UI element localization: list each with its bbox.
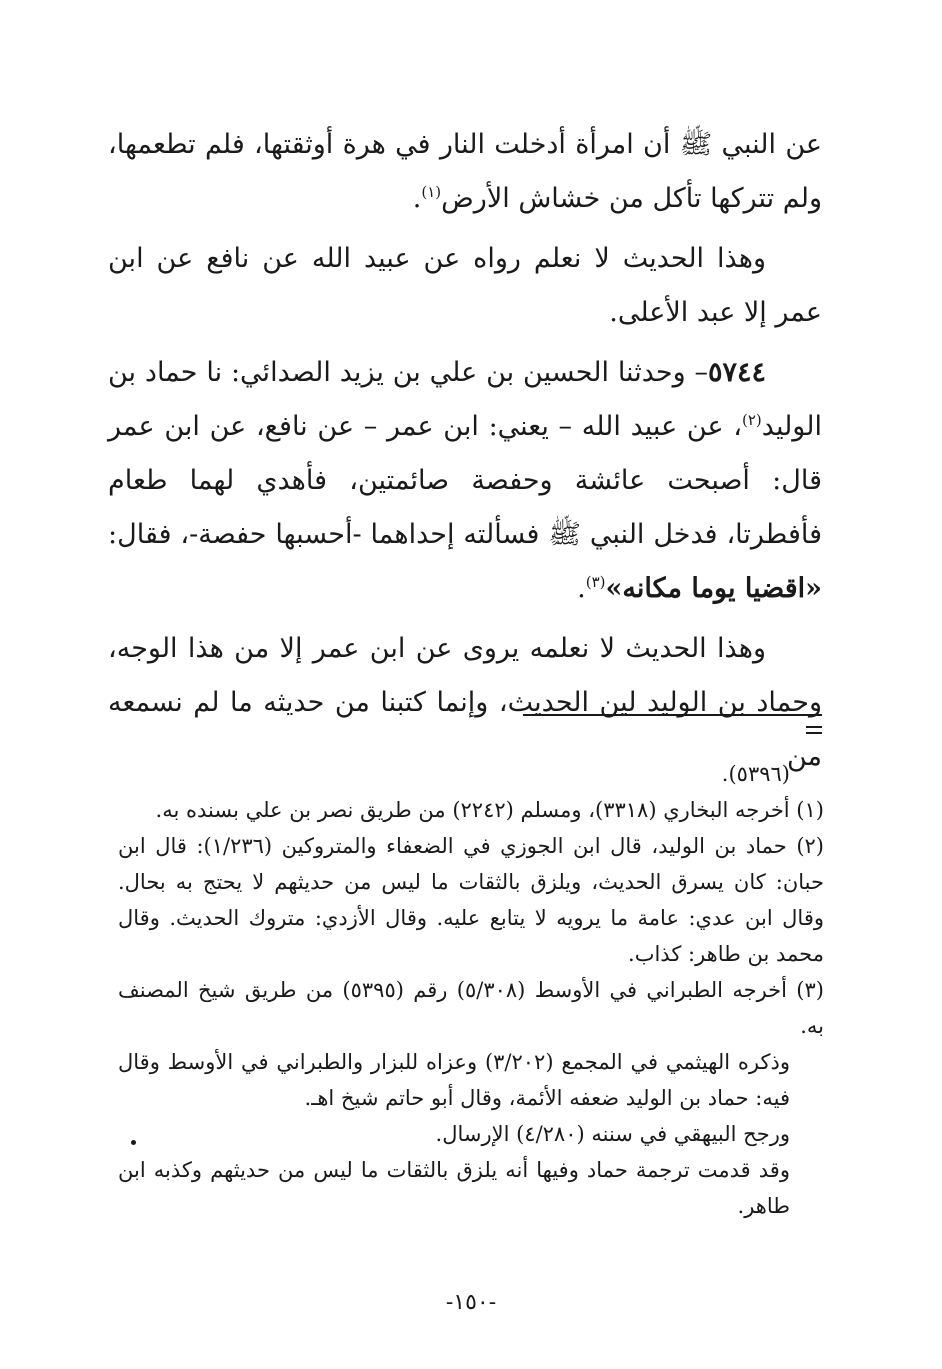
- footnote-3-continued: وذكره الهيثمي في المجمع (٣/٢٠٢) وعزاه للبزار والطبراني في الأوسط وقال فيه: حماد بن الوليد ضعفه الأئمة، وقال أبو حاتم شيخ اهـ.: [118, 1050, 790, 1110]
- page-number: -١٥٠-: [445, 1290, 497, 1315]
- footnotes-section: [118, 756, 824, 1224]
- footnote-2: (٢) حماد بن الوليد، قال ابن الجوزي في الضعفاء والمتروكين (١/٢٣٦): قال ابن حبان: كان يسرق الحديث، ويلزق بالثقات ما ليس من حديثهم لا يحتج به بحال. وقال ابن عدي: عامة ما يرويه لا يتابع عليه. وقال الأزدي: متروك الحديث. وقال محمد بن طاهر: كذاب.: [118, 834, 824, 966]
- footnote-3-bayhaqi: ورجح البيهقي في سننه (٤/٢٨٠) الإرسال.: [435, 1122, 790, 1146]
- footnote-3-note: وقد قدمت ترجمة حماد وفيها أنه يلزق بالثقات ما ليس من حديثهم وكذبه ابن طاهر.: [118, 1158, 790, 1218]
- hadith-text-a: – وحدثنا الحسين بن علي بن يزيد الصدائي: نا حماد بن الوليد: [108, 357, 822, 442]
- footnote-1: (١) أخرجه البخاري (٣٣١٨)، ومسلم (٢٢٤٢) من طريق نصر بن علي بسنده به.: [155, 798, 824, 822]
- hadith-end: .: [577, 573, 586, 604]
- footnote-carryover: (٥٣٩٦).: [721, 762, 790, 786]
- ink-dot: [131, 1140, 136, 1145]
- hadith-text-b: ، عن عبيد الله – يعني: ابن عمر – عن نافع، عن ابن عمر قال: أصبحت عائشة وحفصة صائمتين، فأهدي لهما طعام فأفطرتا، فدخل النبي ﷺ فسألته إحداهما -أحسبها حفصة-، فقال:: [108, 411, 822, 550]
- paragraph-2: وهذا الحديث لا نعلم رواه عن عبيد الله عن نافع عن ابن عمر إلا عبد الأعلى.: [108, 243, 822, 328]
- footnote-3: (٣) أخرجه الطبراني في الأوسط (٥/٣٠٨) رقم (٥٣٩٥) من طريق شيخ المصنف به.: [118, 978, 824, 1038]
- continuation-mark: [806, 726, 822, 734]
- hadith-number: ٥٧٤٤: [707, 357, 766, 388]
- paragraph-1-end: .: [412, 183, 422, 214]
- main-text-body: [108, 118, 822, 790]
- paragraph-4: وهذا الحديث لا نعلمه يروى عن ابن عمر إلا من هذا الوجه، وحماد بن الوليد لين الحديث، وإنما كتبنا من حديثه ما لم نسمعه من: [108, 633, 822, 772]
- footnote-ref-2: (٢): [741, 411, 762, 429]
- footnote-ref-3: (٣): [585, 573, 606, 591]
- footnote-ref-1: (١): [421, 183, 442, 201]
- hadith-quote: «اقضيا يوما مكانه»: [605, 573, 822, 604]
- paragraph-1-text: عن النبي ﷺ أن امرأة أدخلت النار في هرة أوثقتها، فلم تطعمها، ولم تتركها تأكل من خشاش الأرض: [108, 129, 822, 214]
- paragraph-1: [108, 118, 822, 226]
- hadith-5744-paragraph: [108, 346, 822, 616]
- footnote-separator: [523, 714, 822, 716]
